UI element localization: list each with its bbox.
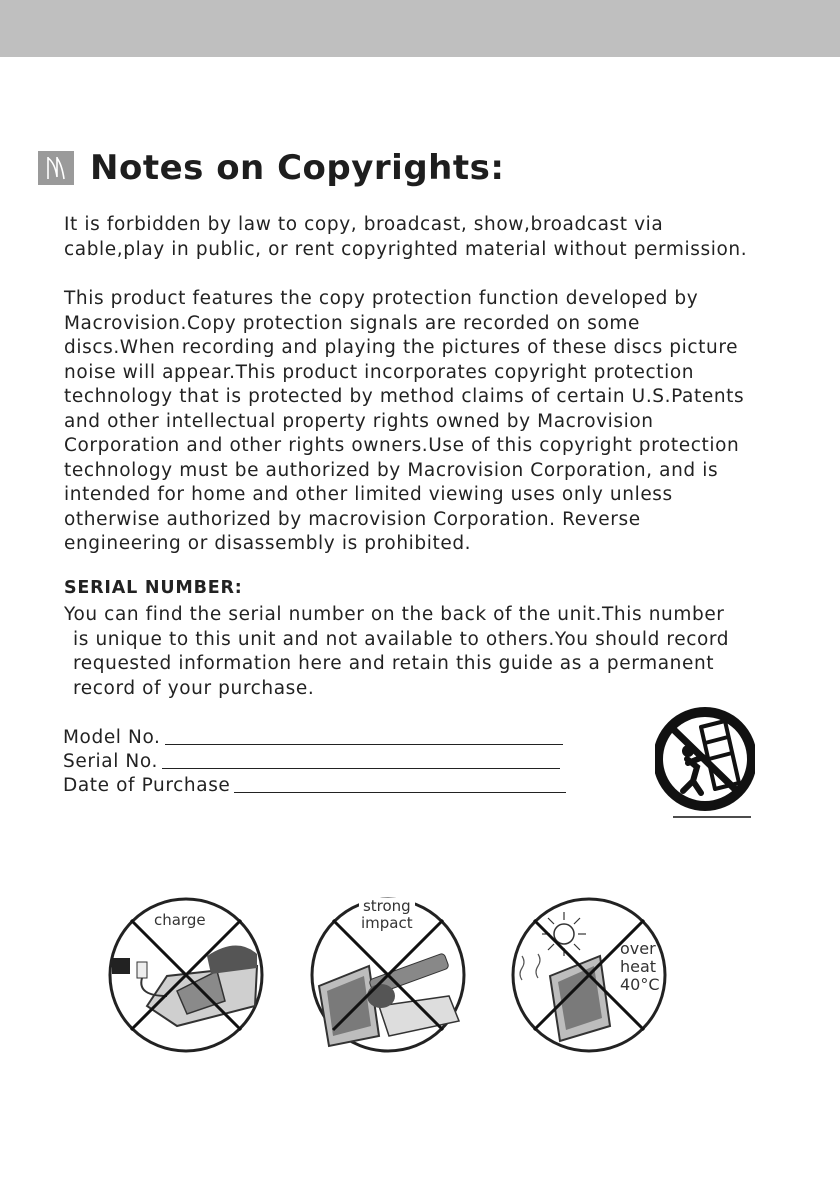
serial-number-row [63, 750, 566, 774]
text-line: cable,play in public, or rent copyrighted material without permission. [64, 238, 748, 260]
model-number-blank [165, 726, 563, 745]
text-line: otherwise authorized by macrovision Corporation. Reverse [64, 508, 641, 530]
model-number-label: Model No. [63, 727, 161, 748]
page-title: Notes on Copyrights: [90, 148, 505, 188]
macrovision-paragraph [64, 287, 804, 557]
no-cart-tipover-icon [655, 707, 755, 823]
text-line: engineering or disassembly is prohibited. [64, 533, 472, 554]
purchase-record-form [63, 726, 566, 798]
text-line: Macrovision.Copy protection signals are recorded on some [64, 312, 640, 334]
text-line: technology that is protected by method claims of certain U.S.Patents [64, 386, 745, 407]
impact-label [359, 898, 415, 932]
serial-number-label: Serial No. [63, 751, 158, 772]
text-line: technology must be authorized by Macrovision Corporation, and is [64, 459, 719, 481]
purchase-date-blank [234, 774, 566, 793]
charge-label: charge [154, 911, 206, 929]
overheat-label-line: 40°C [620, 975, 660, 994]
text-line: You can find the serial number on the back of the unit.This number [64, 604, 725, 625]
serial-paragraph [64, 603, 804, 701]
serial-number-heading: SERIAL NUMBER: [64, 578, 243, 598]
serial-number-blank [162, 750, 560, 769]
text-line: This product features the copy protection function developed by [64, 288, 699, 309]
overheat-label-line: heat [620, 957, 657, 976]
text-line: record of your purchase. [73, 677, 315, 699]
text-line: is unique to this unit and not available to others.You should record [73, 628, 730, 650]
overheat-label-line: over [620, 939, 656, 958]
header-band [0, 0, 840, 57]
text-line: and other intellectual property rights owned by Macrovision [64, 410, 654, 432]
text-line: requested information here and retain this guide as a permanent [73, 653, 715, 674]
impact-label-line: strong [362, 897, 411, 915]
impact-warning [309, 896, 467, 1058]
book-icon [38, 151, 74, 185]
model-number-row [63, 726, 566, 750]
section-heading [38, 146, 504, 190]
purchase-date-label: Date of Purchase [63, 775, 231, 796]
text-line: discs.When recording and playing the pictures of these discs picture [64, 337, 739, 358]
text-line: intended for home and other limited viewing uses only unless [64, 484, 673, 505]
purchase-date-row [63, 774, 566, 798]
charge-warning [107, 896, 265, 1058]
overheat-label [620, 940, 660, 994]
impact-label-line: impact [361, 914, 413, 932]
text-line: Corporation and other rights owners.Use of this copyright protection [64, 435, 740, 456]
copyright-paragraph [64, 213, 804, 262]
overheat-warning [510, 896, 668, 1058]
text-line: It is forbidden by law to copy, broadcast, show,broadcast via [64, 214, 664, 235]
text-line: noise will appear.This product incorporates copyright protection [64, 361, 695, 383]
